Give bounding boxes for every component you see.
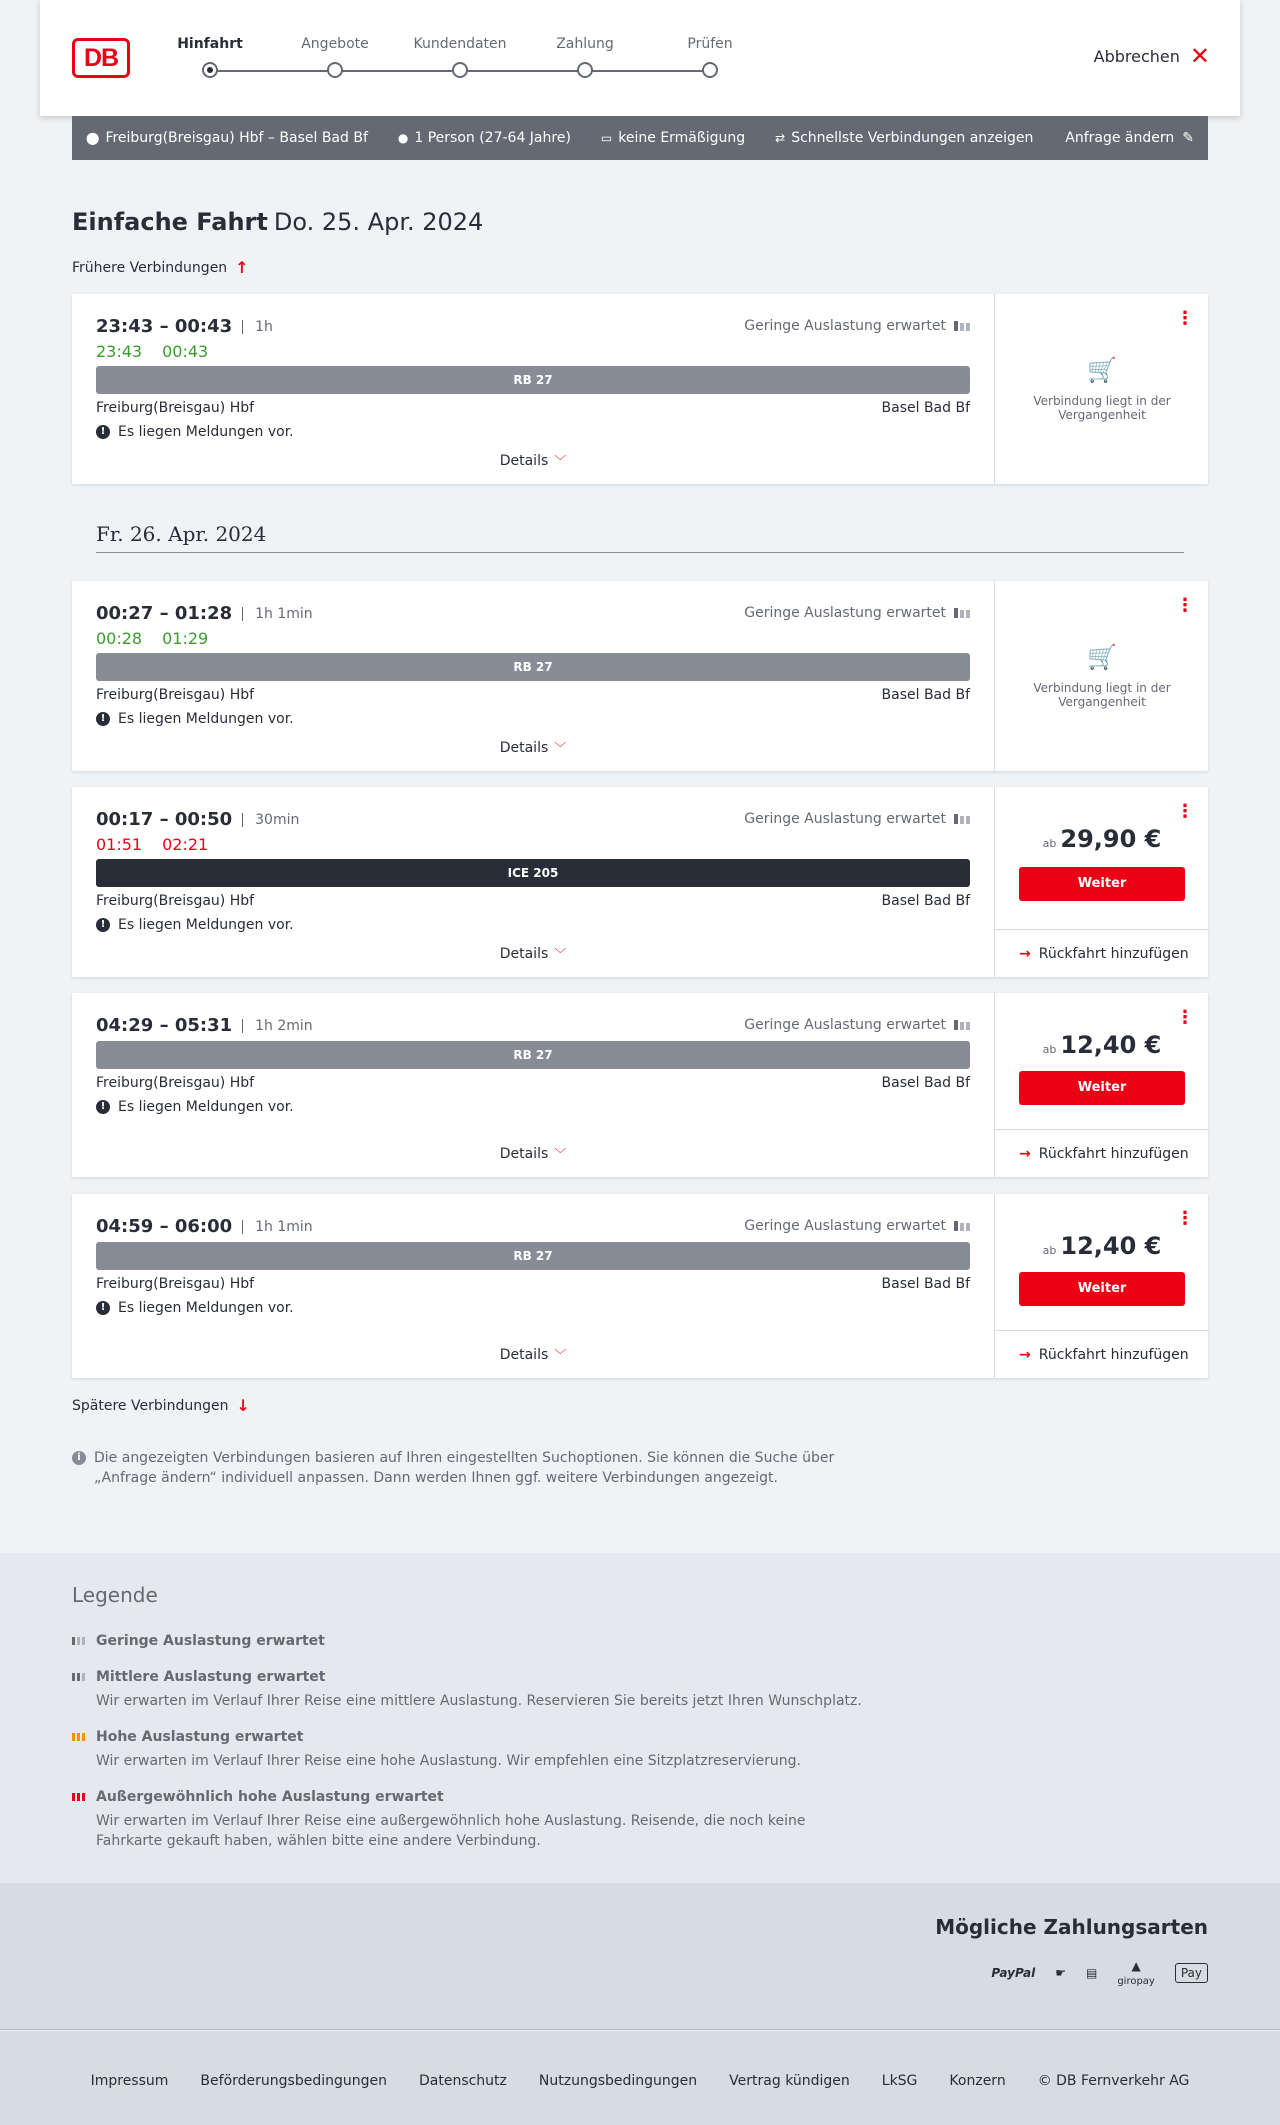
footer: [0, 2031, 1280, 2125]
step-dot: [202, 62, 218, 78]
connection-times: 00:27 – 01:28 1h 1min: [96, 603, 313, 624]
destination-station: Basel Bad Bf: [881, 687, 970, 703]
alert-icon: !: [96, 712, 110, 726]
connection-times: 04:59 – 06:00 1h 1min: [96, 1216, 313, 1237]
occupancy-low-icon: [72, 1637, 86, 1645]
connection-info: [72, 993, 994, 1177]
chevron-down-icon: ﹀: [554, 1348, 567, 1362]
train-bar[interactable]: RB 27: [96, 1242, 970, 1270]
connection-info: [72, 294, 994, 484]
apple-pay-icon: Pay: [1175, 1963, 1208, 1983]
footer-link-datenschutz[interactable]: Datenschutz: [418, 2073, 507, 2089]
notice: ! Es liegen Meldungen vor.: [96, 1300, 294, 1316]
past-notice: 🛒 Verbindung liegt in der Vergangenheit: [995, 643, 1209, 709]
connection-times: 23:43 – 00:43 1h: [96, 316, 273, 337]
step-hinfahrt[interactable]: Hinfahrt: [155, 36, 265, 78]
header: [40, 0, 1240, 116]
connection-info: [72, 1194, 994, 1378]
offer-panel: [994, 787, 1208, 977]
connection-card: [72, 1194, 1208, 1378]
step-kundendaten[interactable]: Kundendaten: [405, 36, 515, 78]
more-icon[interactable]: ⋮: [1176, 308, 1194, 329]
details-toggle[interactable]: Details ﹀: [499, 1146, 567, 1162]
add-return-button[interactable]: → Rückfahrt hinzufügen: [995, 1330, 1209, 1378]
footer-link-lksg[interactable]: LkSG: [881, 2073, 918, 2089]
footer-link-nutzungsbedingungen[interactable]: Nutzungsbedingungen: [538, 2073, 698, 2089]
giropay-icon: ▲ giropay: [1117, 1959, 1155, 1987]
step-dot: [577, 62, 593, 78]
credit-card-icon: ☛: [1055, 1966, 1066, 1980]
swap-icon: ⇄: [775, 131, 786, 145]
load-indicator: Geringe Auslastung erwartet: [744, 605, 970, 621]
connection-card: [72, 787, 1208, 977]
origin-station: Freiburg(Breisgau) Hbf: [96, 1276, 255, 1292]
origin-station: Freiburg(Breisgau) Hbf: [96, 1075, 255, 1091]
details-toggle[interactable]: Details ﹀: [499, 453, 567, 469]
legend-item: Außergewöhnlich hohe Auslastung erwartet Wir erwarten im Verlauf Ihrer Reise eine außergewöhnlich hohe Auslastung. Reisende, die noch keine Fahrkarte gekauft haben, wählen bitte eine andere Verbindung.: [72, 1789, 872, 1851]
footer-link-impressum[interactable]: Impressum: [90, 2073, 169, 2089]
offer-panel: [994, 1194, 1208, 1378]
more-icon[interactable]: ⋮: [1176, 595, 1194, 616]
continue-button[interactable]: Weiter: [1019, 1272, 1185, 1306]
chevron-down-icon: ﹀: [554, 454, 567, 468]
paypal-icon: PayPal: [991, 1966, 1036, 1980]
occupancy-icon: [954, 608, 970, 618]
info-icon: i: [72, 1451, 86, 1465]
person-icon: ●: [397, 131, 409, 145]
chevron-down-icon: ﹀: [554, 741, 567, 755]
connection-card: [72, 294, 1208, 484]
cart-unavailable-icon: 🛒: [1087, 643, 1117, 671]
offer-panel: [994, 581, 1208, 771]
footer-copyright: © DB Fernverkehr AG: [1037, 2073, 1190, 2089]
origin-station: Freiburg(Breisgau) Hbf: [96, 687, 255, 703]
details-toggle[interactable]: Details ﹀: [499, 946, 567, 962]
continue-button[interactable]: Weiter: [1019, 867, 1185, 901]
cart-unavailable-icon: 🛒: [1087, 356, 1117, 384]
route-summary: ⬤ Freiburg(Breisgau) Hbf – Basel Bad Bf: [86, 130, 368, 146]
occupancy-exceptional-icon: [72, 1793, 86, 1801]
train-bar[interactable]: RB 27: [96, 653, 970, 681]
close-icon: ✕: [1189, 42, 1210, 70]
destination-station: Basel Bad Bf: [881, 1075, 970, 1091]
arrow-right-icon: →: [1019, 1346, 1031, 1363]
realtime: 23:43 00:43: [96, 342, 209, 361]
legend-item: Hohe Auslastung erwartet Wir erwarten im Verlauf Ihrer Reise eine hohe Auslastung. Wir empfehlen eine Sitzplatzreservierung.: [72, 1729, 872, 1771]
alert-icon: !: [96, 1301, 110, 1315]
connection-info: [72, 581, 994, 771]
occupancy-icon: [954, 1020, 970, 1030]
step-dot: [327, 62, 343, 78]
origin-station: Freiburg(Breisgau) Hbf: [96, 893, 255, 909]
continue-button[interactable]: Weiter: [1019, 1071, 1185, 1105]
persons-summary: ● 1 Person (27-64 Jahre): [397, 130, 571, 146]
legend-title: Legende: [72, 1583, 158, 1607]
chevron-down-icon: ﹀: [554, 1147, 567, 1161]
connection-card: [72, 993, 1208, 1177]
more-icon[interactable]: ⋮: [1176, 1208, 1194, 1229]
occupancy-high-icon: [72, 1733, 86, 1741]
destination-station: Basel Bad Bf: [881, 893, 970, 909]
destination-station: Basel Bad Bf: [881, 400, 970, 416]
step-pruefen[interactable]: Prüfen: [655, 36, 765, 78]
progress-steps: [177, 36, 782, 86]
page-title: Einfache Fahrt Do. 25. Apr. 2024: [72, 208, 484, 236]
arrow-right-icon: →: [1019, 1145, 1031, 1162]
more-icon[interactable]: ⋮: [1176, 1007, 1194, 1028]
earlier-connections-link[interactable]: Frühere Verbindungen ↑: [72, 258, 249, 277]
pencil-icon: ✎: [1182, 130, 1194, 146]
footer-link-befoerderungsbedingungen[interactable]: Beförderungsbedingungen: [200, 2073, 387, 2089]
load-indicator: Geringe Auslastung erwartet: [744, 811, 970, 827]
info-note: i Die angezeigten Verbindungen basieren auf Ihren eingestellten Suchoptionen. Sie können die Suche über „Anfrage ändern“ individuell anpassen. Dann werden Ihnen ggf. weitere Verbindungen angezeigt.: [72, 1448, 852, 1488]
payment-methods: [0, 1883, 1280, 2030]
offer-panel: [994, 294, 1208, 484]
price: ab 29,90 €: [1042, 825, 1162, 853]
realtime: 01:51 02:21: [96, 835, 209, 854]
notice: ! Es liegen Meldungen vor.: [96, 424, 294, 440]
details-toggle[interactable]: Details ﹀: [499, 1347, 567, 1363]
connection-info: [72, 787, 994, 977]
step-angebote[interactable]: Angebote: [280, 36, 390, 78]
day-separator: Fr. 26. Apr. 2024: [96, 522, 1184, 553]
step-dot: [702, 62, 718, 78]
location-icon: ⬤: [86, 131, 100, 145]
arrow-down-icon: ↓: [236, 1396, 250, 1415]
chevron-down-icon: ﹀: [554, 947, 567, 961]
step-zahlung[interactable]: Zahlung: [530, 36, 640, 78]
discount-summary: ▭ keine Ermäßigung: [600, 130, 746, 146]
legend-item: Mittlere Auslastung erwartet Wir erwarten im Verlauf Ihrer Reise eine mittlere Auslastung. Reservieren Sie bereits jetzt Ihren Wunschplatz.: [72, 1669, 872, 1711]
sepa-icon: ▤: [1085, 1966, 1098, 1980]
train-bar[interactable]: RB 27: [96, 366, 970, 394]
edit-request-button[interactable]: Anfrage ändern ✎: [1065, 130, 1194, 146]
payment-icons: [991, 1959, 1208, 1987]
add-return-button[interactable]: → Rückfahrt hinzufügen: [995, 929, 1209, 977]
load-indicator: Geringe Auslastung erwartet: [744, 1017, 970, 1033]
occupancy-icon: [954, 1221, 970, 1231]
payment-title: Mögliche Zahlungsarten: [935, 1915, 1208, 1939]
past-notice: 🛒 Verbindung liegt in der Vergangenheit: [995, 356, 1209, 422]
arrow-right-icon: →: [1019, 945, 1031, 962]
details-toggle[interactable]: Details ﹀: [499, 740, 567, 756]
connection-times: 04:29 – 05:31 1h 2min: [96, 1015, 313, 1036]
arrow-up-icon: ↑: [235, 258, 249, 277]
later-connections-link[interactable]: Spätere Verbindungen ↓: [72, 1396, 250, 1415]
alert-icon: !: [96, 1100, 110, 1114]
more-icon[interactable]: ⋮: [1176, 801, 1194, 822]
search-summary-bar: [72, 116, 1208, 160]
fastest-summary: ⇄ Schnellste Verbindungen anzeigen: [775, 130, 1034, 146]
footer-link-vertrag-kuendigen[interactable]: Vertrag kündigen: [729, 2073, 850, 2089]
origin-station: Freiburg(Breisgau) Hbf: [96, 400, 255, 416]
connection-times: 00:17 – 00:50 30min: [96, 809, 300, 830]
step-dot: [452, 62, 468, 78]
legend: [0, 1553, 1280, 1883]
load-indicator: Geringe Auslastung erwartet: [744, 1218, 970, 1234]
occupancy-medium-icon: [72, 1673, 86, 1681]
legend-item: Geringe Auslastung erwartet: [72, 1633, 872, 1649]
train-bar[interactable]: RB 27: [96, 1041, 970, 1069]
realtime: 00:28 01:29: [96, 629, 209, 648]
load-indicator: Geringe Auslastung erwartet: [744, 318, 970, 334]
add-return-button[interactable]: → Rückfahrt hinzufügen: [995, 1129, 1209, 1177]
price: ab 12,40 €: [1042, 1232, 1162, 1260]
notice: ! Es liegen Meldungen vor.: [96, 1099, 294, 1115]
offer-panel: [994, 993, 1208, 1177]
bahncard-icon: ▭: [600, 131, 613, 145]
occupancy-icon: [954, 321, 970, 331]
alert-icon: !: [96, 425, 110, 439]
train-bar[interactable]: ICE 205: [96, 859, 970, 887]
db-logo[interactable]: DB: [72, 38, 130, 78]
occupancy-icon: [954, 814, 970, 824]
alert-icon: !: [96, 918, 110, 932]
notice: ! Es liegen Meldungen vor.: [96, 711, 294, 727]
connection-card: [72, 581, 1208, 771]
footer-link-konzern[interactable]: Konzern: [949, 2073, 1006, 2089]
destination-station: Basel Bad Bf: [881, 1276, 970, 1292]
cancel-button[interactable]: Abbrechen ✕: [1093, 42, 1210, 70]
price: ab 12,40 €: [1042, 1031, 1162, 1059]
notice: ! Es liegen Meldungen vor.: [96, 917, 294, 933]
